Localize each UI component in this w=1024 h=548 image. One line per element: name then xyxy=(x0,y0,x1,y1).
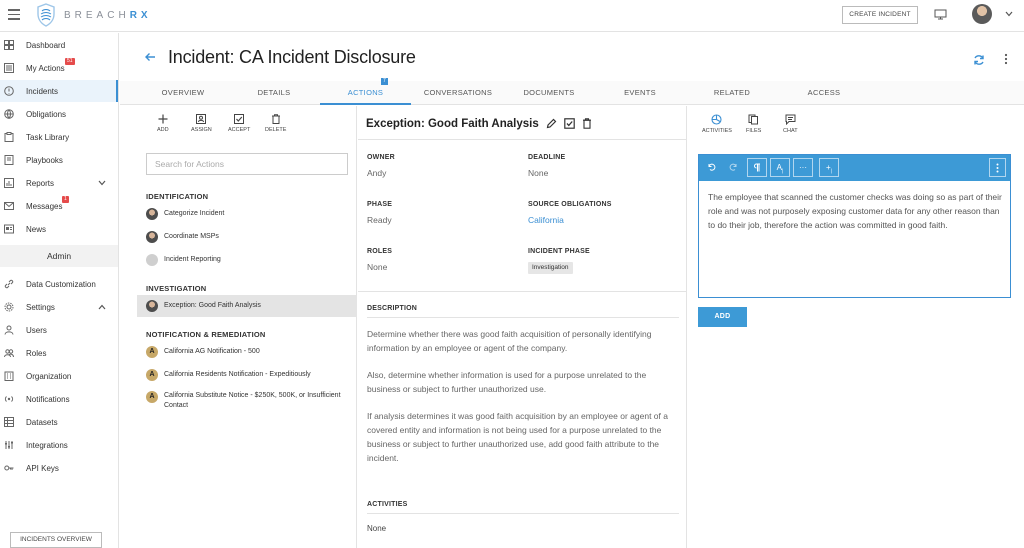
globe-icon xyxy=(4,109,14,119)
action-item-coordinate-msps[interactable] xyxy=(137,226,357,248)
action-title-tools xyxy=(546,118,592,129)
divider xyxy=(367,513,679,514)
editor-more-button[interactable] xyxy=(989,158,1006,177)
editor-toolbar xyxy=(699,155,1010,181)
sidebar-item-label: Users xyxy=(26,325,47,335)
delete-action-button[interactable] xyxy=(265,114,286,133)
sidebar-item-news[interactable] xyxy=(0,218,118,240)
source-obligations-label: SOURCE OBLIGATIONS xyxy=(528,201,612,208)
insert-button[interactable]: $+_|$ xyxy=(819,158,839,177)
action-item-ca-ag-notification[interactable] xyxy=(137,341,357,363)
assignee-avatar: A xyxy=(146,391,158,403)
sidebar-item-integrations[interactable] xyxy=(0,434,118,456)
tab-related[interactable]: RELATED xyxy=(713,88,751,97)
sidebar-item-notifications[interactable] xyxy=(0,388,118,410)
side-panel xyxy=(688,106,1024,548)
key-icon xyxy=(4,463,14,473)
description-paragraph: Also, determine whether information is used for a purpose unrelated to the business or subject to further unauthorized use. xyxy=(367,370,647,394)
users-icon xyxy=(4,348,14,358)
back-arrow-icon[interactable] xyxy=(144,52,156,62)
sidebar-item-dashboard[interactable] xyxy=(0,34,118,56)
assignee-avatar: A xyxy=(146,346,158,358)
sidebar-item-label: Data Customization xyxy=(26,279,96,289)
deadline-label: DEADLINE xyxy=(528,154,566,161)
my-actions-badge: 51 xyxy=(67,58,73,64)
action-item-good-faith-analysis[interactable] xyxy=(137,295,357,317)
page-title: Incident: CA Incident Disclosure xyxy=(168,47,416,67)
top-bar xyxy=(0,0,1024,32)
sidebar-item-label: Playbooks xyxy=(26,155,63,165)
alert-circle-icon xyxy=(4,86,14,96)
tool-label: ACCEPT xyxy=(228,127,251,133)
sidebar-item-datasets[interactable] xyxy=(0,411,118,433)
search-actions-input[interactable] xyxy=(146,153,348,175)
brand-name: BREACHRX xyxy=(64,9,152,21)
activity-icon xyxy=(711,114,722,125)
actions-panel xyxy=(137,106,357,548)
plus-icon xyxy=(158,114,168,124)
sidebar-item-label: Messages xyxy=(26,201,63,211)
font-size-glyph: A xyxy=(776,163,783,172)
sidebar-item-data-customization[interactable] xyxy=(0,273,118,295)
incident-phase-label: INCIDENT PHASE xyxy=(528,248,590,255)
sidebar-item-reports[interactable] xyxy=(0,172,118,194)
list-icon xyxy=(4,63,14,73)
edit-pencil-icon[interactable] xyxy=(546,118,557,129)
accept-action-button[interactable] xyxy=(228,114,250,133)
check-box-icon[interactable] xyxy=(564,118,575,129)
chevron-up-icon[interactable] xyxy=(98,304,106,310)
broadcast-icon xyxy=(4,394,14,404)
incident-tabs xyxy=(120,78,1024,105)
section-heading-notification: NOTIFICATION & REMEDIATION xyxy=(146,330,266,339)
rich-text-editor[interactable] xyxy=(698,154,1011,298)
chevron-down-icon[interactable] xyxy=(1005,11,1013,17)
redo-button[interactable] xyxy=(723,158,743,177)
action-title: Exception: Good Faith Analysis xyxy=(366,118,539,130)
bar-chart-icon xyxy=(4,178,14,188)
assignee-avatar xyxy=(146,300,158,312)
deadline-value: None xyxy=(528,168,549,178)
redo-icon xyxy=(729,162,738,171)
trash-icon xyxy=(271,114,281,124)
more-vertical-icon[interactable] xyxy=(1004,53,1008,65)
sidebar-item-settings[interactable] xyxy=(0,296,118,318)
sidebar-item-roles[interactable] xyxy=(0,342,118,364)
tab-conversations[interactable]: CONVERSATIONS xyxy=(423,88,493,97)
create-incident-button[interactable]: CREATE INCIDENT xyxy=(842,6,918,24)
action-item-ca-substitute-notice[interactable] xyxy=(137,388,357,414)
messages-badge: 1 xyxy=(64,196,67,202)
activities-value: None xyxy=(367,524,387,533)
more-options-button[interactable]: ··· xyxy=(793,158,813,177)
unassigned-avatar xyxy=(146,254,158,266)
gear-icon xyxy=(4,302,14,312)
assignee-avatar xyxy=(146,231,158,243)
sidebar-item-label: Obligations xyxy=(26,109,67,119)
divider xyxy=(358,139,687,140)
sidebar-item-label: Roles xyxy=(26,348,47,358)
owner-value: Andy xyxy=(367,168,387,178)
action-detail-panel xyxy=(358,106,687,548)
check-box-icon xyxy=(234,114,244,124)
action-label: California AG Notification - 500 xyxy=(164,348,260,355)
sidebar-item-label: API Keys xyxy=(26,463,59,473)
chat-icon xyxy=(785,114,796,125)
tab-label: ACTIONS xyxy=(347,88,384,97)
tool-label: ASSIGN xyxy=(191,127,212,133)
action-item-incident-reporting[interactable] xyxy=(137,249,357,271)
shield-logo-icon xyxy=(36,3,56,27)
action-label: Categorize Incident xyxy=(164,210,225,217)
phase-label: PHASE xyxy=(367,201,393,208)
sidebar-item-label: Integrations xyxy=(26,440,68,450)
user-avatar[interactable] xyxy=(972,4,992,24)
sidebar-item-playbooks[interactable] xyxy=(0,149,118,171)
sidebar-item-label: Notifications xyxy=(26,394,70,404)
assign-action-button[interactable] xyxy=(191,114,212,133)
roles-value: None xyxy=(367,262,388,272)
section-heading-identification: IDENTIFICATION xyxy=(146,192,209,201)
link-icon xyxy=(4,279,14,289)
phase-value: Ready xyxy=(367,215,392,225)
sidebar-item-label: Task Library xyxy=(26,132,70,142)
description-paragraph: Determine whether there was good faith acquisition of personally identifying information by an employee or agent of the company. xyxy=(367,329,652,353)
insert-glyph: + xyxy=(826,163,831,172)
tab-label: FILES xyxy=(746,128,762,134)
source-obligation-link[interactable]: California xyxy=(528,215,564,225)
owner-label: OWNER xyxy=(367,154,395,161)
sidebar xyxy=(0,33,119,548)
actions-count-badge: 7 xyxy=(383,78,387,84)
sidebar-item-users[interactable] xyxy=(0,319,118,341)
description-label: DESCRIPTION xyxy=(367,305,418,312)
sidebar-item-label: Reports xyxy=(26,178,55,188)
undo-icon xyxy=(707,162,716,171)
table-icon xyxy=(4,417,14,427)
monitor-icon[interactable] xyxy=(934,9,947,20)
sidebar-item-my-actions[interactable] xyxy=(0,57,118,79)
assign-user-icon xyxy=(196,114,206,124)
building-icon xyxy=(4,371,14,381)
assignee-avatar xyxy=(146,208,158,220)
roles-label: ROLES xyxy=(367,248,393,255)
add-activity-button[interactable]: ADD xyxy=(698,307,747,327)
tab-access[interactable]: ACCESS xyxy=(807,88,841,97)
tab-label: ACTIVITIES xyxy=(702,128,732,134)
tab-files[interactable] xyxy=(746,114,761,134)
tab-documents[interactable]: DOCUMENTS xyxy=(523,88,575,97)
sidebar-item-api-keys[interactable] xyxy=(0,457,118,479)
sidebar-item-obligations[interactable] xyxy=(0,103,118,125)
tab-details[interactable]: DETAILS xyxy=(257,88,291,97)
sidebar-item-label: Datasets xyxy=(26,417,58,427)
sidebar-item-messages[interactable] xyxy=(0,195,118,217)
admin-heading: Admin xyxy=(0,245,118,267)
tool-label: DELETE xyxy=(265,127,287,133)
sliders-icon xyxy=(4,440,14,450)
sidebar-item-label: My Actions xyxy=(26,63,65,73)
assignee-avatar: A xyxy=(146,369,158,381)
font-size-button[interactable]: $A_|$ xyxy=(770,158,790,177)
paragraph-button[interactable] xyxy=(747,158,767,177)
tab-chat[interactable] xyxy=(783,114,798,134)
incident-phase-chip: Investigation xyxy=(528,262,573,274)
action-label: Coordinate MSPs xyxy=(164,233,219,240)
action-label: California Residents Notification - Expeditiously xyxy=(164,371,311,378)
sidebar-item-task-library[interactable] xyxy=(0,126,118,148)
sidebar-item-label: News xyxy=(26,224,47,234)
book-icon xyxy=(4,155,14,165)
tab-events[interactable]: EVENTS xyxy=(624,88,656,97)
editor-content[interactable]: The employee that scanned the customer checks was doing so as part of their role and was not purposely exposing customer data for any other reason than to do their job, therefore the action was committed in good faith. xyxy=(708,192,1002,230)
divider xyxy=(358,291,687,292)
sidebar-item-label: Organization xyxy=(26,371,72,381)
mail-icon xyxy=(4,201,14,211)
paragraph-icon xyxy=(753,163,761,172)
action-label: Incident Reporting xyxy=(164,256,221,263)
sidebar-item-label: Dashboard xyxy=(26,40,66,50)
dashboard-icon xyxy=(4,40,14,50)
menu-icon[interactable] xyxy=(8,9,20,19)
sidebar-item-label: Settings xyxy=(26,302,55,312)
description-paragraph: If analysis determines it was good faith acquisition by an employee or agent of a covered entity and information is not being used for a purpose unrelated to the business or subject to further unauthorized use, add good faith attribute to the incident. xyxy=(367,411,668,463)
sidebar-item-label: Incidents xyxy=(26,86,59,96)
action-item-ca-residents-notification[interactable] xyxy=(137,364,357,386)
trash-icon[interactable] xyxy=(582,118,592,129)
tab-label: CHAT xyxy=(783,128,798,134)
action-label: California Substitute Notice - $250K, 500K, or Insufficient Contact xyxy=(164,392,341,409)
files-icon xyxy=(748,114,759,125)
incidents-overview-button[interactable]: INCIDENTS OVERVIEW xyxy=(10,532,102,548)
activities-label: ACTIVITIES xyxy=(367,501,408,508)
refresh-icon[interactable] xyxy=(973,54,985,66)
add-action-button[interactable] xyxy=(157,114,169,133)
tab-actions[interactable] xyxy=(320,78,411,105)
tab-activities[interactable] xyxy=(702,114,732,134)
newspaper-icon xyxy=(4,224,14,234)
action-label: Exception: Good Faith Analysis xyxy=(164,302,261,309)
chevron-down-icon[interactable] xyxy=(98,180,106,186)
undo-button[interactable] xyxy=(701,158,721,177)
section-heading-investigation: INVESTIGATION xyxy=(146,284,207,293)
sidebar-item-incidents[interactable] xyxy=(0,80,118,102)
tool-label: ADD xyxy=(157,127,169,133)
action-item-categorize-incident[interactable] xyxy=(137,203,357,225)
more-vertical-icon xyxy=(996,163,999,173)
sidebar-item-organization[interactable] xyxy=(0,365,118,387)
tab-overview[interactable]: OVERVIEW xyxy=(161,88,205,97)
clipboard-icon xyxy=(4,132,14,142)
brand-logo[interactable] xyxy=(36,3,152,27)
divider xyxy=(367,317,679,318)
user-icon xyxy=(4,325,14,335)
